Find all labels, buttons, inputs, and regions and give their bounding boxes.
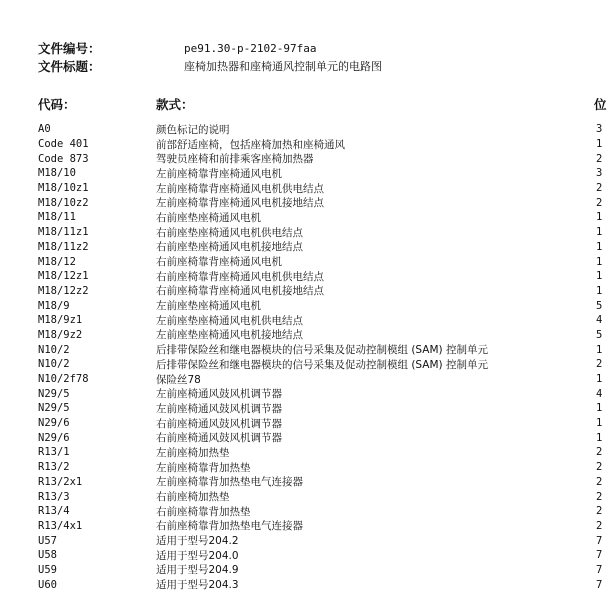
row-position: 7 <box>596 534 603 547</box>
row-code: R13/3 <box>38 490 70 503</box>
row-code: M18/10z2 <box>38 196 89 209</box>
table-row <box>38 577 602 592</box>
row-code: R13/2x1 <box>38 475 83 488</box>
doc-title-row <box>38 58 382 74</box>
table-row <box>38 328 602 343</box>
table-row <box>38 372 602 387</box>
row-position: 1 <box>596 284 603 297</box>
row-code: R13/4x1 <box>38 519 83 532</box>
row-description: 颜色标记的说明 <box>156 123 230 136</box>
row-position: 2 <box>596 196 603 209</box>
row-description: 右前座椅靠背座椅通风电机供电结点 <box>156 270 324 283</box>
row-position: 1 <box>596 211 603 224</box>
row-code: U60 <box>38 578 57 591</box>
row-code: Code 873 <box>38 152 89 165</box>
row-position: 5 <box>596 328 603 341</box>
row-code: M18/10 <box>38 167 76 180</box>
row-description: 左前座椅靠背加热垫 <box>156 461 251 474</box>
row-code: N10/2f78 <box>38 373 89 386</box>
row-position: 1 <box>596 138 603 151</box>
row-position: 1 <box>596 255 603 268</box>
table-row <box>38 240 602 255</box>
row-code: Code 401 <box>38 138 89 151</box>
component-table <box>38 122 602 592</box>
row-description: 左前座垫座椅通风电机供电结点 <box>156 314 303 327</box>
row-position: 2 <box>596 446 603 459</box>
row-position: 1 <box>596 417 603 430</box>
column-header-code: 代码： <box>38 97 76 112</box>
table-row <box>38 460 602 475</box>
doc-number-row <box>38 40 316 56</box>
column-header-position: 位 <box>594 97 607 112</box>
row-description: 适用于型号204.3 <box>156 579 239 592</box>
row-code: M18/11z2 <box>38 240 89 253</box>
row-position: 2 <box>596 461 603 474</box>
row-position: 4 <box>596 314 603 327</box>
row-position: 2 <box>596 475 603 488</box>
table-row <box>38 254 602 269</box>
table-row <box>38 210 602 225</box>
row-position: 4 <box>596 387 603 400</box>
doc-title-label: 文件标题： <box>38 59 101 74</box>
row-description: 左前座椅通风鼓风机调节器 <box>156 388 282 401</box>
row-description: 左前座椅靠背座椅通风电机供电结点 <box>156 182 324 195</box>
row-code: U57 <box>38 534 57 547</box>
row-position: 2 <box>596 182 603 195</box>
row-description: 后排带保险丝和继电器模块的信号采集及促动控制模组 (SAM) 控制单元 <box>156 358 488 371</box>
row-description: 左前座椅靠背加热垫电气连接器 <box>156 476 303 489</box>
row-position: 7 <box>596 549 603 562</box>
row-description: 右前座椅靠背加热垫电气连接器 <box>156 520 303 533</box>
table-row <box>38 269 602 284</box>
row-description: 右前座垫座椅通风电机接地结点 <box>156 241 303 254</box>
row-position: 2 <box>596 519 603 532</box>
row-code: U58 <box>38 549 57 562</box>
table-row <box>38 548 602 563</box>
row-description: 左前座垫座椅通风电机 <box>156 300 261 313</box>
row-code: M18/9 <box>38 299 70 312</box>
table-row <box>38 386 602 401</box>
row-position: 1 <box>596 373 603 386</box>
row-position: 1 <box>596 431 603 444</box>
table-row <box>38 401 602 416</box>
table-row <box>38 298 602 313</box>
row-code: M18/11 <box>38 211 76 224</box>
row-position: 2 <box>596 490 603 503</box>
row-code: N29/5 <box>38 387 70 400</box>
row-description: 右前座垫座椅通风电机 <box>156 211 261 224</box>
row-code: N10/2 <box>38 343 70 356</box>
table-row <box>38 122 602 137</box>
row-position: 1 <box>596 240 603 253</box>
row-code: N10/2 <box>38 358 70 371</box>
row-code: R13/2 <box>38 461 70 474</box>
row-description: 适用于型号204.0 <box>156 549 239 562</box>
row-code: M18/12z2 <box>38 284 89 297</box>
table-row <box>38 475 602 490</box>
table-row <box>38 313 602 328</box>
row-position: 5 <box>596 299 603 312</box>
row-description: 前部舒适座椅，包括座椅加热和座椅通风 <box>156 138 345 151</box>
table-row <box>38 416 602 431</box>
row-code: M18/11z1 <box>38 226 89 239</box>
table-row <box>38 151 602 166</box>
column-header-description: 款式： <box>156 97 194 112</box>
row-description: 保险丝78 <box>156 373 201 386</box>
row-description: 左前座垫座椅通风电机接地结点 <box>156 329 303 342</box>
row-position: 1 <box>596 226 603 239</box>
row-description: 后排带保险丝和继电器模块的信号采集及促动控制模组 (SAM) 控制单元 <box>156 344 488 357</box>
table-row <box>38 445 602 460</box>
row-description: 右前座椅通风鼓风机调节器 <box>156 432 282 445</box>
row-description: 适用于型号204.9 <box>156 564 239 577</box>
row-code: N29/6 <box>38 431 70 444</box>
row-description: 右前座椅加热垫 <box>156 491 230 504</box>
row-description: 右前座椅靠背座椅通风电机 <box>156 256 282 269</box>
doc-title-value: 座椅加热器和座椅通风控制单元的电路图 <box>184 60 382 73</box>
row-code: R13/1 <box>38 446 70 459</box>
row-position: 1 <box>596 270 603 283</box>
row-description: 右前座垫座椅通风电机供电结点 <box>156 226 303 239</box>
row-code: M18/9z2 <box>38 328 83 341</box>
table-row <box>38 166 602 181</box>
table-row <box>38 489 602 504</box>
table-row <box>38 225 602 240</box>
row-description: 左前座椅通风鼓风机调节器 <box>156 402 282 415</box>
row-description: 右前座椅靠背加热垫 <box>156 505 251 518</box>
row-code: N29/5 <box>38 402 70 415</box>
table-row <box>38 357 602 372</box>
row-description: 左前座椅靠背座椅通风电机接地结点 <box>156 197 324 210</box>
row-code: M18/12 <box>38 255 76 268</box>
row-position: 7 <box>596 563 603 576</box>
table-row <box>38 181 602 196</box>
row-position: 2 <box>596 505 603 518</box>
table-row <box>38 430 602 445</box>
row-position: 1 <box>596 343 603 356</box>
row-description: 右前座椅靠背座椅通风电机接地结点 <box>156 285 324 298</box>
row-position: 1 <box>596 402 603 415</box>
row-position: 3 <box>596 167 603 180</box>
row-description: 适用于型号204.2 <box>156 535 239 548</box>
table-row <box>38 342 602 357</box>
row-code: A0 <box>38 123 51 136</box>
row-description: 左前座椅靠背座椅通风电机 <box>156 167 282 180</box>
row-code: U59 <box>38 563 57 576</box>
row-description: 驾驶员座椅和前排乘客座椅加热器 <box>156 153 314 166</box>
table-row <box>38 284 602 299</box>
row-code: M18/9z1 <box>38 314 83 327</box>
row-position: 2 <box>596 358 603 371</box>
table-row <box>38 533 602 548</box>
table-row <box>38 195 602 210</box>
doc-number-label: 文件编号： <box>38 41 101 56</box>
row-code: M18/12z1 <box>38 270 89 283</box>
row-code: R13/4 <box>38 505 70 518</box>
table-row <box>38 504 602 519</box>
doc-number-value: pe91.30-p-2102-97faa <box>184 41 317 55</box>
row-position: 7 <box>596 578 603 591</box>
row-position: 3 <box>596 123 603 136</box>
table-row <box>38 137 602 152</box>
row-code: M18/10z1 <box>38 182 89 195</box>
table-row <box>38 519 602 534</box>
row-position: 2 <box>596 152 603 165</box>
table-row <box>38 563 602 578</box>
row-code: N29/6 <box>38 417 70 430</box>
row-description: 左前座椅加热垫 <box>156 446 230 459</box>
row-description: 右前座椅通风鼓风机调节器 <box>156 417 282 430</box>
